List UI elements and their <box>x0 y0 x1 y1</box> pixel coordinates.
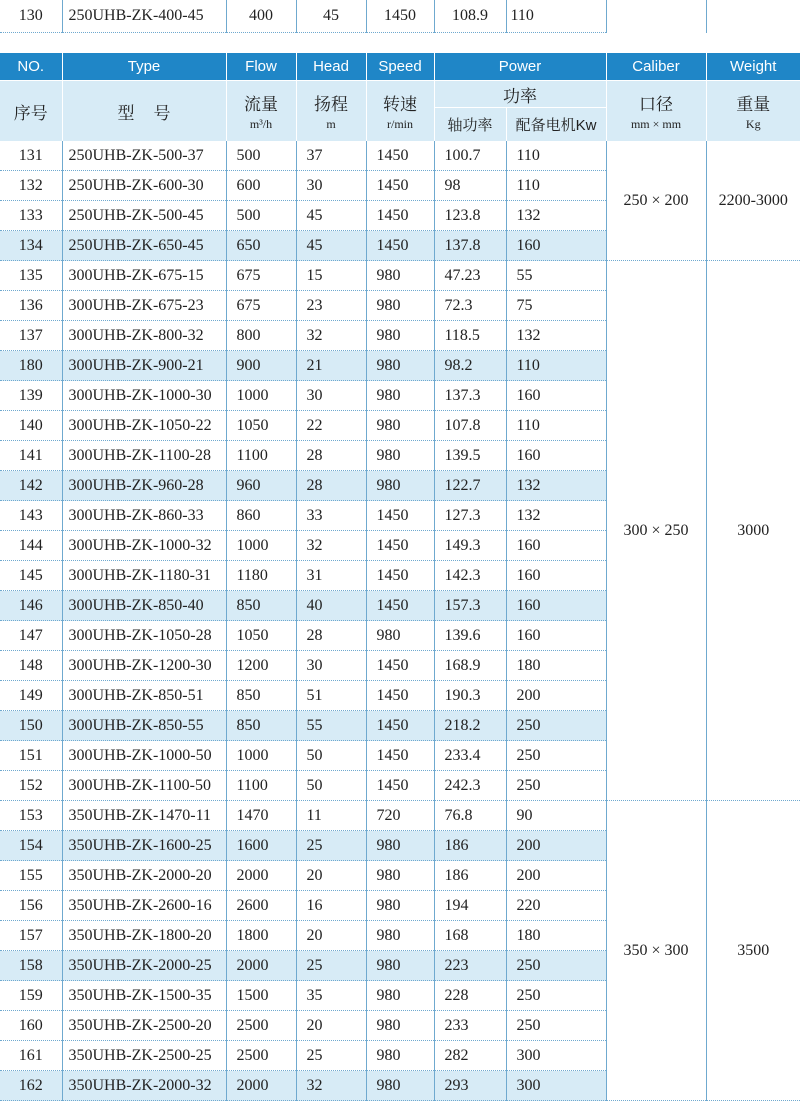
cell-flow: 1050 <box>226 621 296 651</box>
header-cn-power <box>434 81 606 108</box>
cell-speed: 1450 <box>366 171 434 201</box>
cell-motor-power: 160 <box>506 381 606 411</box>
cell-head: 35 <box>296 981 366 1011</box>
cell-type: 250UHB-ZK-500-45 <box>62 201 226 231</box>
cell-speed: 1450 <box>366 651 434 681</box>
previous-row-strip <box>0 0 800 32</box>
cell-no: 154 <box>0 831 62 861</box>
cell-flow: 2600 <box>226 891 296 921</box>
cell-head: 45 <box>296 231 366 261</box>
cell-type: 250UHB-ZK-600-30 <box>62 171 226 201</box>
cell-speed: 1450 <box>366 141 434 171</box>
cell-motor-power: 200 <box>506 831 606 861</box>
cell-head: 25 <box>296 1041 366 1071</box>
cell-motor-power: 132 <box>506 321 606 351</box>
cell-shaft-power: 149.3 <box>434 531 506 561</box>
header-weight: Weight <box>706 53 800 81</box>
cell-flow: 675 <box>226 291 296 321</box>
cell-flow: 2500 <box>226 1011 296 1041</box>
header-cn-head-unit: m <box>326 117 336 131</box>
cell-flow: 2000 <box>226 951 296 981</box>
header-cn-motor-power: 配备电机Kw <box>506 108 606 142</box>
cell-type: 300UHB-ZK-1180-31 <box>62 561 226 591</box>
cell-flow: 1050 <box>226 411 296 441</box>
cell-shaft-power: 233 <box>434 1011 506 1041</box>
cell-no: 142 <box>0 471 62 501</box>
cell-type: 300UHB-ZK-850-40 <box>62 591 226 621</box>
cell-shaft-power: 233.4 <box>434 741 506 771</box>
cell-motor-power: 220 <box>506 891 606 921</box>
cell-head: 20 <box>296 861 366 891</box>
cell-head: 28 <box>296 441 366 471</box>
header-cn-speed-unit: r/min <box>387 117 413 131</box>
cell-type: 300UHB-ZK-675-15 <box>62 261 226 291</box>
cell-head: 28 <box>296 471 366 501</box>
cell-type: 350UHB-ZK-1600-25 <box>62 831 226 861</box>
cell-shaft-power: 168 <box>434 921 506 951</box>
cell-motor-power: 250 <box>506 741 606 771</box>
cell-type: 350UHB-ZK-2000-20 <box>62 861 226 891</box>
cell-flow: 1600 <box>226 831 296 861</box>
cell-speed: 980 <box>366 621 434 651</box>
table-body <box>0 141 800 1101</box>
cell-no: 134 <box>0 231 62 261</box>
cell-speed: 980 <box>366 951 434 981</box>
cell-head: 11 <box>296 801 366 831</box>
cell-speed: 1450 <box>366 201 434 231</box>
cell-motor-power: 110 <box>506 351 606 381</box>
cell-head: 25 <box>296 951 366 981</box>
cell-type: 300UHB-ZK-1100-50 <box>62 771 226 801</box>
cell-shaft-power: 282 <box>434 1041 506 1071</box>
header-no: NO. <box>0 53 62 81</box>
cell-head: 51 <box>296 681 366 711</box>
header-cn-type <box>62 81 226 142</box>
cell-speed: 980 <box>366 1011 434 1041</box>
cell-shaft-power: 157.3 <box>434 591 506 621</box>
cell-type: 350UHB-ZK-1500-35 <box>62 981 226 1011</box>
cell-shaft-power: 168.9 <box>434 651 506 681</box>
cell-speed: 980 <box>366 471 434 501</box>
cell-empty <box>606 0 706 33</box>
cell-no: 135 <box>0 261 62 291</box>
cell-no: 162 <box>0 1071 62 1101</box>
header-cn-head-label: 扬程 <box>314 95 348 114</box>
cell-caliber-group: 350 × 300 <box>606 801 706 1101</box>
header-flow: Flow <box>226 53 296 81</box>
header-cn-speed-label: 转速 <box>383 95 417 114</box>
header-caliber: Caliber <box>606 53 706 81</box>
header-cn-power-label: 功率 <box>503 86 537 106</box>
cell-no: 144 <box>0 531 62 561</box>
cell-shaft-power: 98 <box>434 171 506 201</box>
cell-motor-power: 160 <box>506 591 606 621</box>
cell-flow: 1800 <box>226 921 296 951</box>
cell-type: 300UHB-ZK-850-55 <box>62 711 226 741</box>
cell-flow: 800 <box>226 321 296 351</box>
cell-type: 300UHB-ZK-1200-30 <box>62 651 226 681</box>
header-cn-flow-label: 流量 <box>244 95 278 114</box>
cell-flow: 1500 <box>226 981 296 1011</box>
cell-shaft-power: 194 <box>434 891 506 921</box>
cell-no: 155 <box>0 861 62 891</box>
cell-no: 147 <box>0 621 62 651</box>
cell-motor-power: 160 <box>506 561 606 591</box>
cell-flow: 850 <box>226 681 296 711</box>
header-cn-weight <box>706 81 800 142</box>
cell-head: 30 <box>296 381 366 411</box>
cell-head: 50 <box>296 741 366 771</box>
cell-flow: 1000 <box>226 741 296 771</box>
cell-no: 131 <box>0 141 62 171</box>
cell-motor-power: 250 <box>506 711 606 741</box>
header-cn-no <box>0 81 62 142</box>
cell-motor-power: 55 <box>506 261 606 291</box>
cell-shaft-power: 218.2 <box>434 711 506 741</box>
cell-no: 156 <box>0 891 62 921</box>
cell-speed: 980 <box>366 321 434 351</box>
cell-speed: 980 <box>366 351 434 381</box>
cell-no: 136 <box>0 291 62 321</box>
cell-speed: 980 <box>366 921 434 951</box>
cell-motor-power: 110 <box>506 0 606 33</box>
cell-no: 160 <box>0 1011 62 1041</box>
cell-no: 132 <box>0 171 62 201</box>
cell-type: 350UHB-ZK-2000-32 <box>62 1071 226 1101</box>
header-cn-speed <box>366 81 434 142</box>
cell-no: 150 <box>0 711 62 741</box>
cell-motor-power: 132 <box>506 501 606 531</box>
cell-motor-power: 160 <box>506 531 606 561</box>
cell-type: 250UHB-ZK-650-45 <box>62 231 226 261</box>
cell-weight-group: 3500 <box>706 801 800 1101</box>
cell-no: 140 <box>0 411 62 441</box>
cell-head: 55 <box>296 711 366 741</box>
cell-speed: 1450 <box>366 591 434 621</box>
cell-speed: 980 <box>366 441 434 471</box>
cell-head: 20 <box>296 921 366 951</box>
cell-head: 23 <box>296 291 366 321</box>
cell-no: 148 <box>0 651 62 681</box>
cell-shaft-power: 293 <box>434 1071 506 1101</box>
cell-speed: 980 <box>366 1041 434 1071</box>
cell-speed: 1450 <box>366 501 434 531</box>
cell-type: 350UHB-ZK-2500-25 <box>62 1041 226 1071</box>
cell-speed: 980 <box>366 891 434 921</box>
cell-speed: 720 <box>366 801 434 831</box>
cell-speed: 1450 <box>366 561 434 591</box>
header-cn-weight-unit: Kg <box>745 117 761 131</box>
cell-head: 45 <box>296 0 366 33</box>
cell-type: 350UHB-ZK-2000-25 <box>62 951 226 981</box>
cell-type: 300UHB-ZK-1000-32 <box>62 531 226 561</box>
cell-speed: 1450 <box>366 741 434 771</box>
cell-no: 149 <box>0 681 62 711</box>
cell-no: 153 <box>0 801 62 831</box>
cell-speed: 980 <box>366 981 434 1011</box>
cell-speed: 1450 <box>366 681 434 711</box>
cell-head: 22 <box>296 411 366 441</box>
cell-type: 300UHB-ZK-960-28 <box>62 471 226 501</box>
cell-flow: 1200 <box>226 651 296 681</box>
cell-type: 350UHB-ZK-1470-11 <box>62 801 226 831</box>
cell-no: 141 <box>0 441 62 471</box>
cell-type: 350UHB-ZK-2600-16 <box>62 891 226 921</box>
cell-motor-power: 250 <box>506 951 606 981</box>
cell-no: 130 <box>0 0 62 33</box>
header-cn-caliber <box>606 81 706 142</box>
cell-no: 180 <box>0 351 62 381</box>
cell-shaft-power: 139.6 <box>434 621 506 651</box>
cell-shaft-power: 142.3 <box>434 561 506 591</box>
cell-head: 40 <box>296 591 366 621</box>
cell-head: 32 <box>296 531 366 561</box>
cell-motor-power: 132 <box>506 471 606 501</box>
cell-flow: 2500 <box>226 1041 296 1071</box>
cell-shaft-power: 72.3 <box>434 291 506 321</box>
cell-type: 250UHB-ZK-500-37 <box>62 141 226 171</box>
cell-shaft-power: 223 <box>434 951 506 981</box>
table-row <box>0 261 800 291</box>
cell-motor-power: 200 <box>506 861 606 891</box>
header-cn-caliber-unit: mm × mm <box>630 117 682 131</box>
cell-type: 350UHB-ZK-2500-20 <box>62 1011 226 1041</box>
cell-flow: 500 <box>226 201 296 231</box>
cell-flow: 650 <box>226 231 296 261</box>
cell-motor-power: 180 <box>506 651 606 681</box>
cell-head: 15 <box>296 261 366 291</box>
cell-head: 16 <box>296 891 366 921</box>
cell-motor-power: 250 <box>506 981 606 1011</box>
cell-motor-power: 110 <box>506 171 606 201</box>
cell-head: 31 <box>296 561 366 591</box>
cell-type: 300UHB-ZK-1000-50 <box>62 741 226 771</box>
header-row-english <box>0 53 800 81</box>
cell-shaft-power: 98.2 <box>434 351 506 381</box>
cell-type: 300UHB-ZK-900-21 <box>62 351 226 381</box>
header-power: Power <box>434 53 606 81</box>
header-cn-weight-label: 重量 <box>736 95 771 114</box>
cell-no: 133 <box>0 201 62 231</box>
cell-shaft-power: 186 <box>434 831 506 861</box>
cell-speed: 980 <box>366 861 434 891</box>
cell-flow: 675 <box>226 261 296 291</box>
cell-type: 300UHB-ZK-860-33 <box>62 501 226 531</box>
header-cn-flow-unit: m³/h <box>249 117 273 131</box>
cell-motor-power: 300 <box>506 1071 606 1101</box>
cell-flow: 900 <box>226 351 296 381</box>
cell-no: 157 <box>0 921 62 951</box>
cell-flow: 1000 <box>226 531 296 561</box>
cell-speed: 980 <box>366 291 434 321</box>
header-speed: Speed <box>366 53 434 81</box>
header-type: Type <box>62 53 226 81</box>
cell-head: 45 <box>296 201 366 231</box>
cell-weight-group: 3000 <box>706 261 800 801</box>
cell-type: 300UHB-ZK-1100-28 <box>62 441 226 471</box>
cell-type: 300UHB-ZK-675-23 <box>62 291 226 321</box>
cell-flow: 1100 <box>226 771 296 801</box>
cell-motor-power: 200 <box>506 681 606 711</box>
cell-shaft-power: 122.7 <box>434 471 506 501</box>
table-row <box>0 141 800 171</box>
cell-no: 152 <box>0 771 62 801</box>
header-cn-shaft-power: 轴功率 <box>434 108 506 142</box>
cell-motor-power: 110 <box>506 141 606 171</box>
cell-speed: 1450 <box>366 0 434 33</box>
cell-flow: 1180 <box>226 561 296 591</box>
cell-caliber-group: 250 × 200 <box>606 141 706 261</box>
cell-speed: 1450 <box>366 771 434 801</box>
cell-shaft-power: 108.9 <box>434 0 506 33</box>
cell-speed: 1450 <box>366 231 434 261</box>
cell-motor-power: 90 <box>506 801 606 831</box>
cell-head: 25 <box>296 831 366 861</box>
header-cn-caliber-label: 口径 <box>639 95 673 114</box>
cell-no: 158 <box>0 951 62 981</box>
cell-head: 30 <box>296 651 366 681</box>
cell-speed: 980 <box>366 381 434 411</box>
cell-speed: 980 <box>366 1071 434 1101</box>
cell-no: 146 <box>0 591 62 621</box>
cell-empty <box>706 0 800 33</box>
cell-motor-power: 160 <box>506 231 606 261</box>
cell-type: 350UHB-ZK-1800-20 <box>62 921 226 951</box>
cell-caliber-group: 300 × 250 <box>606 261 706 801</box>
cell-flow: 850 <box>226 591 296 621</box>
cell-weight-group: 2200-3000 <box>706 141 800 261</box>
cell-no: 143 <box>0 501 62 531</box>
header-cn-type-label: 型 号 <box>117 103 171 123</box>
cell-shaft-power: 76.8 <box>434 801 506 831</box>
cell-shaft-power: 242.3 <box>434 771 506 801</box>
cell-type: 300UHB-ZK-1000-30 <box>62 381 226 411</box>
cell-shaft-power: 47.23 <box>434 261 506 291</box>
cell-motor-power: 250 <box>506 1011 606 1041</box>
cell-speed: 1450 <box>366 531 434 561</box>
cell-head: 32 <box>296 321 366 351</box>
cell-flow: 2000 <box>226 1071 296 1101</box>
cell-head: 30 <box>296 171 366 201</box>
cell-head: 32 <box>296 1071 366 1101</box>
cell-head: 20 <box>296 1011 366 1041</box>
cell-shaft-power: 118.5 <box>434 321 506 351</box>
cell-head: 50 <box>296 771 366 801</box>
cell-head: 37 <box>296 141 366 171</box>
header-cn-flow <box>226 81 296 142</box>
cell-flow: 2000 <box>226 861 296 891</box>
cell-type: 300UHB-ZK-1050-22 <box>62 411 226 441</box>
cell-shaft-power: 107.8 <box>434 411 506 441</box>
cell-shaft-power: 139.5 <box>434 441 506 471</box>
cell-type: 300UHB-ZK-800-32 <box>62 321 226 351</box>
header-row-chinese <box>0 81 800 108</box>
cell-shaft-power: 123.8 <box>434 201 506 231</box>
cell-flow: 500 <box>226 141 296 171</box>
header-head: Head <box>296 53 366 81</box>
cell-no: 139 <box>0 381 62 411</box>
cell-motor-power: 160 <box>506 621 606 651</box>
cell-shaft-power: 228 <box>434 981 506 1011</box>
cell-flow: 850 <box>226 711 296 741</box>
cell-shaft-power: 127.3 <box>434 501 506 531</box>
cell-head: 33 <box>296 501 366 531</box>
cell-head: 21 <box>296 351 366 381</box>
cell-no: 159 <box>0 981 62 1011</box>
cell-flow: 1470 <box>226 801 296 831</box>
cell-motor-power: 250 <box>506 771 606 801</box>
cell-motor-power: 132 <box>506 201 606 231</box>
cell-motor-power: 160 <box>506 441 606 471</box>
cell-type: 300UHB-ZK-1050-28 <box>62 621 226 651</box>
cell-flow: 960 <box>226 471 296 501</box>
cell-motor-power: 180 <box>506 921 606 951</box>
cell-speed: 980 <box>366 261 434 291</box>
cell-flow: 1100 <box>226 441 296 471</box>
pump-spec-table <box>0 53 800 1101</box>
header-cn-no-label: 序号 <box>13 103 48 123</box>
cell-flow: 400 <box>226 0 296 33</box>
cell-speed: 980 <box>366 831 434 861</box>
cell-no: 161 <box>0 1041 62 1071</box>
cell-speed: 1450 <box>366 711 434 741</box>
cell-shaft-power: 190.3 <box>434 681 506 711</box>
cell-type: 250UHB-ZK-400-45 <box>62 0 226 33</box>
cell-shaft-power: 186 <box>434 861 506 891</box>
cell-no: 145 <box>0 561 62 591</box>
cell-flow: 1000 <box>226 381 296 411</box>
cell-motor-power: 75 <box>506 291 606 321</box>
cell-motor-power: 300 <box>506 1041 606 1071</box>
cell-shaft-power: 100.7 <box>434 141 506 171</box>
cell-motor-power: 110 <box>506 411 606 441</box>
cell-flow: 860 <box>226 501 296 531</box>
cell-no: 137 <box>0 321 62 351</box>
cell-type: 300UHB-ZK-850-51 <box>62 681 226 711</box>
cell-head: 28 <box>296 621 366 651</box>
table-row <box>0 801 800 831</box>
cell-shaft-power: 137.3 <box>434 381 506 411</box>
cell-no: 151 <box>0 741 62 771</box>
cell-shaft-power: 137.8 <box>434 231 506 261</box>
cell-flow: 600 <box>226 171 296 201</box>
cell-speed: 980 <box>366 411 434 441</box>
header-cn-head <box>296 81 366 142</box>
table-row-130 <box>0 0 800 33</box>
